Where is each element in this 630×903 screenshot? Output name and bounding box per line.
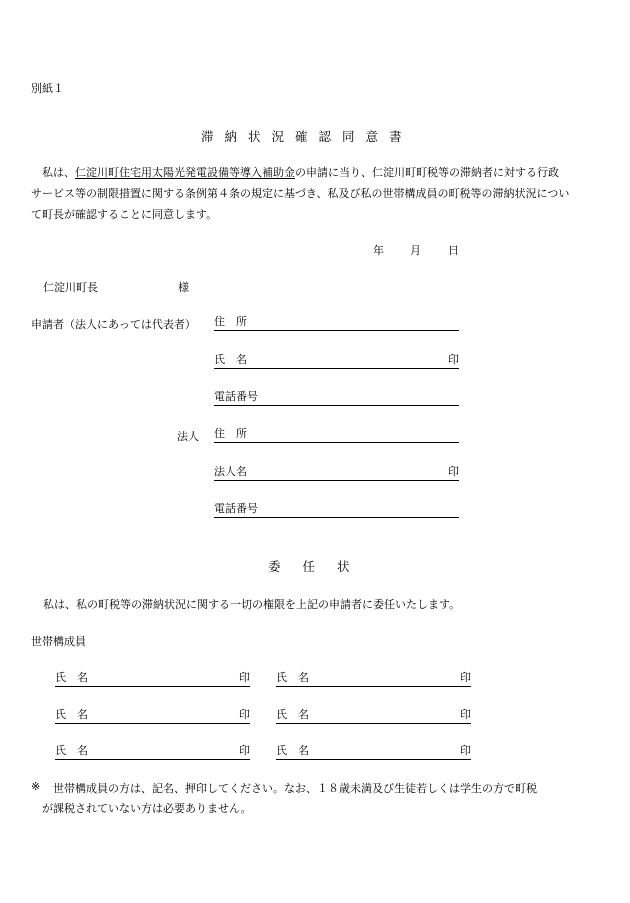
corporation-heading: 法人 — [177, 430, 199, 443]
household-row-2-left[interactable] — [55, 707, 250, 724]
subsidy-name: 仁淀川町住宅用太陽光発電設備等導入補助金 — [75, 166, 295, 179]
corporation-address-field[interactable] — [214, 426, 459, 443]
household-row-3-left-label: 氏 名 — [55, 744, 88, 757]
household-row-3-right[interactable] — [276, 743, 471, 760]
applicant-seal-mark: 印 — [448, 353, 459, 366]
household-row-3-left[interactable] — [55, 743, 250, 760]
corporation-seal-mark: 印 — [448, 465, 459, 478]
household-row-1-right[interactable] — [276, 670, 471, 687]
applicant-name-label: 氏 名 — [214, 353, 247, 366]
applicant-phone-label: 電話番号 — [214, 390, 258, 403]
household-row-3-right-label: 氏 名 — [276, 744, 309, 757]
addressee-honorific: 様 — [178, 281, 189, 294]
applicant-phone-field[interactable] — [214, 389, 459, 406]
consent-line-1-rest: の申請に当り、仁淀川町町税等の滞納者に対する行政 — [295, 166, 559, 179]
corporation-name-label: 法人名 — [214, 465, 247, 478]
addressee-name: 仁淀川町長 — [43, 281, 98, 294]
household-row-1-left-label: 氏 名 — [55, 671, 88, 684]
annex-label: 別紙１ — [31, 82, 64, 95]
note-mark: ※ — [31, 780, 41, 793]
proxy-title: 委任状 — [268, 559, 372, 574]
corporation-phone-field[interactable] — [214, 501, 459, 518]
household-row-3-left-seal: 印 — [239, 744, 250, 757]
corporation-name-field[interactable] — [214, 464, 459, 481]
corporation-address-label: 住 所 — [214, 427, 247, 440]
consent-line-3: て町長が確認することに同意します。 — [31, 208, 218, 221]
household-row-2-right-label: 氏 名 — [276, 708, 309, 721]
household-row-3-right-seal: 印 — [460, 744, 471, 757]
applicant-address-label: 住 所 — [214, 315, 247, 328]
date-month: 月 — [410, 244, 421, 257]
consent-line-2: サービス等の制限措置に関する条例第４条の規定に基づき、私及び私の世帯構成員の町税等の滞納状況につい — [31, 187, 570, 200]
household-row-1-right-label: 氏 名 — [276, 671, 309, 684]
household-row-1-left-seal: 印 — [239, 671, 250, 684]
consent-paragraph — [31, 162, 601, 225]
household-heading: 世帯構成員 — [31, 635, 86, 648]
date-day: 日 — [448, 244, 459, 257]
applicant-heading: 申請者（法人にあっては代表者） — [31, 318, 196, 331]
household-row-1-left[interactable] — [55, 670, 250, 687]
household-row-2-left-seal: 印 — [239, 708, 250, 721]
note-line-2: が課税されていない方は必要ありません。 — [42, 802, 252, 815]
household-row-1-right-seal: 印 — [460, 671, 471, 684]
household-row-2-right-seal: 印 — [460, 708, 471, 721]
corporation-phone-label: 電話番号 — [214, 502, 258, 515]
applicant-name-field[interactable] — [214, 352, 459, 369]
household-row-2-left-label: 氏 名 — [55, 708, 88, 721]
note-line-1: 世帯構成員の方は、記名、押印してください。なお、１８歳未満及び生徒若しくは学生の方で町税 — [53, 782, 537, 795]
household-row-2-right[interactable] — [276, 707, 471, 724]
consent-prefix: 私は、 — [42, 166, 75, 179]
date-year: 年 — [373, 244, 384, 257]
consent-line-1 — [31, 162, 601, 183]
applicant-address-field[interactable] — [214, 314, 459, 331]
proxy-statement: 私は、私の町税等の滞納状況に関する一切の権限を上記の申請者に委任いたします。 — [43, 598, 461, 611]
document-title: 滞納状況確認同意書 — [201, 129, 413, 144]
